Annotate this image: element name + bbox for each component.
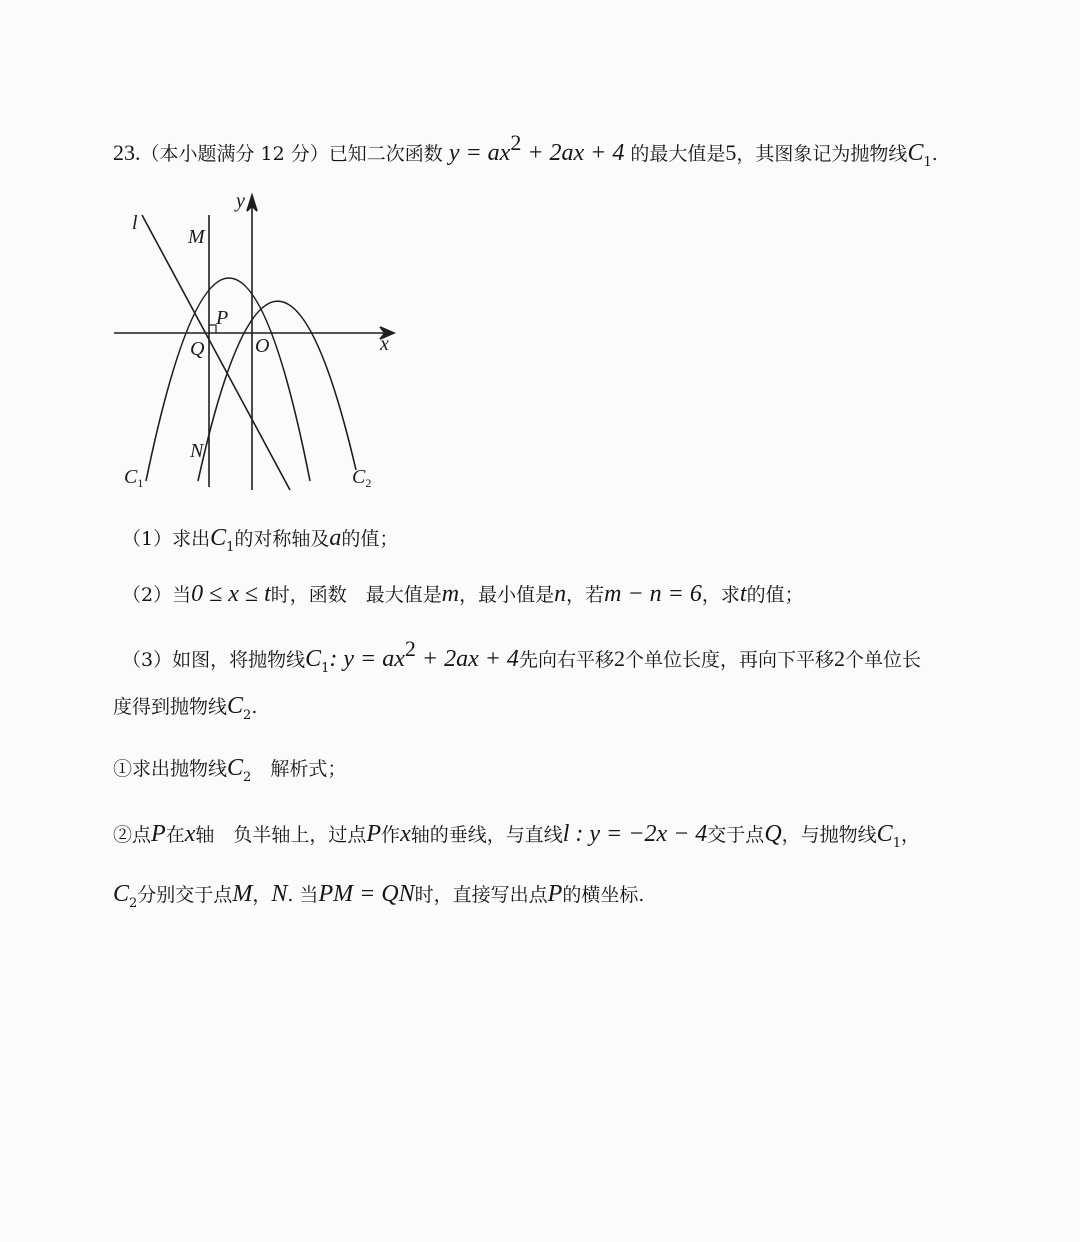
- q2-text-1: 时，函数 最大值是: [270, 584, 442, 606]
- problem-intro-c: ，其图象记为抛物线: [736, 143, 908, 165]
- q2-text-3: ，若: [566, 584, 605, 606]
- q3-2-line2-a: 分别交于点: [137, 884, 233, 906]
- question-3-part-2-line-1: [113, 821, 920, 851]
- q3-label: （3）如图，将抛物线: [122, 649, 306, 671]
- q3-2-x: x: [184, 821, 196, 847]
- q2-equation: m − n = 6: [604, 581, 702, 607]
- q3-2-n: N: [271, 881, 288, 907]
- q3-curve-sub: 1: [321, 661, 330, 676]
- q3-2-e: 轴的垂线，与直线: [410, 824, 563, 846]
- q1-curve: C: [210, 525, 227, 551]
- q3-2-m: M: [232, 881, 253, 907]
- q3-2-d: 作: [381, 824, 401, 846]
- label-c2: $C_2$: [352, 466, 372, 490]
- q3-2-condition: PM = QN: [318, 881, 415, 907]
- q3-2-line2-e: 的横坐标.: [562, 884, 645, 906]
- q3-mid2: 个单位长度，再向下平移: [624, 649, 834, 671]
- q3-2-b: 在: [165, 824, 185, 846]
- q3-1-label: ①求出抛物线: [113, 758, 228, 780]
- q1-end: 的值；: [341, 528, 399, 550]
- q1-curve-sub: 1: [226, 540, 235, 555]
- label-q: Q: [190, 338, 205, 360]
- q3-2-p: P: [151, 821, 166, 847]
- q3-formula-lhs: : y = ax: [329, 646, 405, 672]
- q3-2-p3: P: [547, 881, 563, 907]
- q3-2-line2-d: 时，直接写出点: [414, 884, 548, 906]
- q3-curve: C: [305, 646, 322, 672]
- label-o: O: [255, 335, 270, 357]
- q3-2-a: ②点: [113, 824, 152, 846]
- q3-curve-2: C: [227, 693, 244, 719]
- q3-shift-down: 2: [833, 646, 845, 671]
- curve-subscript: 1: [923, 155, 932, 170]
- q3-1-curve-sub: 2: [243, 770, 252, 785]
- q3-2-g: ，与抛物线: [781, 824, 877, 846]
- function-formula-lhs: y = ax: [448, 140, 511, 166]
- problem-end: .: [931, 143, 938, 165]
- q3-formula-rhs: + 2ax + 4: [415, 646, 519, 672]
- curve-name: C: [907, 140, 924, 166]
- q1-mid: 的对称轴及: [234, 528, 330, 550]
- q3-2-c1: C: [876, 821, 893, 847]
- q2-text-2: ，最小值是: [459, 584, 555, 606]
- label-n: N: [190, 440, 204, 462]
- q2-m: m: [441, 581, 460, 607]
- parabola-figure: [110, 185, 410, 505]
- q3-mid3: 个单位长: [844, 649, 921, 671]
- q3-2-c: 轴 负半轴上，过点: [195, 824, 367, 846]
- problem-intro-b: 的最大值是: [630, 143, 726, 165]
- q2-label: （2）当: [122, 584, 192, 606]
- q3-1-end: 解析式；: [251, 758, 347, 780]
- q3-2-c1-sub: 1: [892, 836, 901, 851]
- label-l: l: [132, 212, 138, 234]
- max-value: 5: [725, 140, 737, 165]
- q3-2-line2-b: ，: [252, 884, 272, 906]
- q3-2-h: ，: [900, 824, 920, 846]
- q2-text-4: ，求: [701, 584, 740, 606]
- question-3-part-1: [113, 755, 347, 785]
- label-y: y: [236, 190, 245, 212]
- q2-text-5: 的值；: [746, 584, 804, 606]
- q3-line2-end: .: [251, 696, 258, 718]
- q2-t: t: [739, 581, 747, 607]
- q3-line2-text: 度得到抛物线: [113, 696, 228, 718]
- q3-2-line-equation: l : y = −2x − 4: [562, 821, 708, 847]
- q2-condition: 0 ≤ x ≤ t: [191, 581, 271, 607]
- q3-2-f: 交于点: [707, 824, 765, 846]
- q3-2-c2: C: [113, 881, 130, 907]
- q1-a: a: [329, 525, 342, 551]
- q3-2-c2-sub: 2: [129, 896, 138, 911]
- function-formula-rhs: + 2ax + 4: [521, 140, 625, 166]
- label-p: P: [216, 307, 229, 329]
- question-3-line-1: （3）如图，将抛物线$C_1$: $y = ax^2 + 2ax + 4$先向右平移2个单位长度，再向下平移2个单位长: [122, 636, 921, 676]
- q3-1-curve: C: [227, 755, 244, 781]
- question-1: [122, 525, 399, 555]
- q3-shift-right: 2: [613, 646, 625, 671]
- label-x: x: [380, 333, 389, 355]
- q3-2-q: Q: [764, 821, 782, 847]
- label-c1: $C_1$: [124, 466, 144, 490]
- problem-statement: 23.（本小题满分 12 分）已知二次函数 $y = ax^2 + 2ax + 4$ 的最大值是5，其图象记为抛物线$C_1$.: [113, 130, 938, 170]
- q2-n: n: [554, 581, 567, 607]
- q3-2-x2: x: [400, 821, 411, 847]
- question-3-part-2-line-2: [113, 881, 645, 911]
- label-m: M: [188, 226, 205, 248]
- q3-2-line2-c: . 当: [287, 884, 319, 906]
- q3-curve-2-sub: 2: [243, 708, 252, 723]
- question-3-line-2: [113, 693, 258, 723]
- q1-label: （1）求出: [122, 528, 211, 550]
- q3-mid: 先向右平移: [518, 649, 614, 671]
- problem-number: 23.: [113, 140, 141, 165]
- question-2: [122, 582, 804, 606]
- q3-2-p2: P: [366, 821, 382, 847]
- problem-intro: （本小题满分 12 分）已知二次函数: [140, 143, 443, 165]
- right-angle-marker: [209, 325, 216, 333]
